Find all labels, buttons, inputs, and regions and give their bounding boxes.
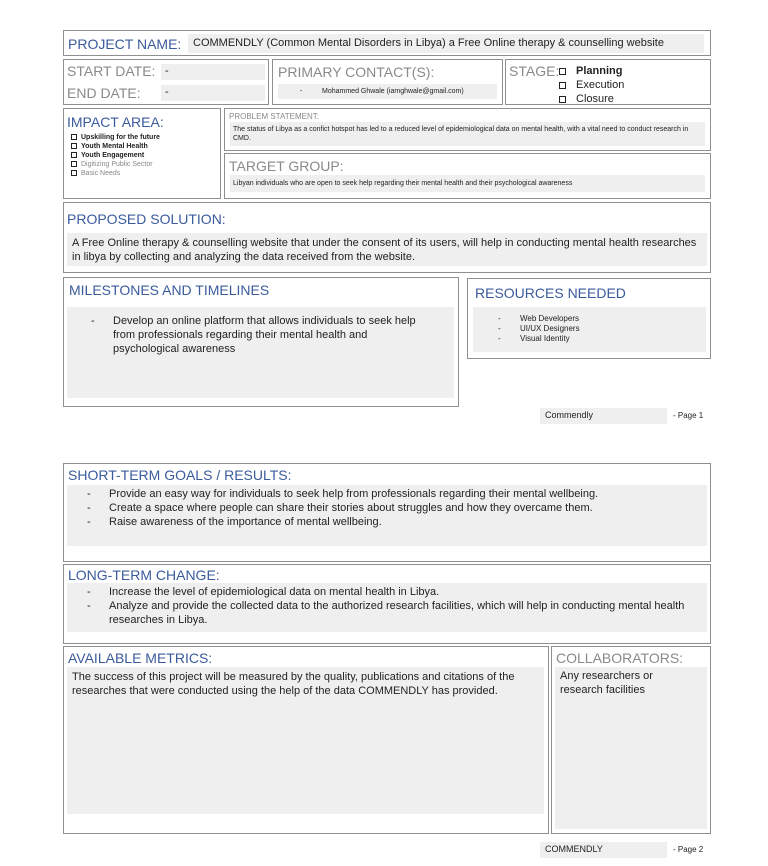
impact-item-youth-mental-health[interactable] [71,143,148,151]
impact-item-upskilling[interactable] [71,134,160,142]
start-date-field [161,64,265,80]
impact-item-basic-needs[interactable] [71,170,120,178]
long-term-change-list [87,585,697,627]
target-group-label: TARGET GROUP: [229,158,344,174]
resource-item: - Web Developers [498,314,580,324]
collaborators-field [555,667,707,829]
available-metrics-section [63,646,549,834]
footer-page2-name: COMMENDLY [545,844,603,854]
collaborators-label: COLLABORATORS: [556,650,684,666]
primary-contact-label: PRIMARY CONTACT(S): [278,64,435,80]
impact-item-label: Upskilling for the future [81,134,160,141]
end-date-field [161,85,265,101]
milestones-label: MILESTONES AND TIMELINES [69,282,270,298]
problem-statement-field [230,122,705,146]
stage-item-closure[interactable] [559,93,614,106]
checkbox-icon [71,152,77,158]
available-metrics-text: The success of this project will be measured by the quality, publications and citations of the researches that were conducted using the help of the data COMMENDLY has provided. [72,671,515,697]
end-date-value: - [165,86,169,98]
proposed-solution-text: A Free Online therapy & counselling website that under the consent of its users, will help in conducting mental health researches in libya by collecting and analyzing the data received from the website. [72,237,697,263]
checkbox-icon [71,143,77,149]
primary-contact-section [272,59,503,105]
impact-item-label: Youth Engagement [81,152,145,159]
long-term-change-label: LONG-TERM CHANGE: [68,567,220,583]
impact-item-label: Digitizing Public Sector [81,161,153,168]
long-term-change-field [67,583,707,632]
long-term-change-item: - Increase the level of epidemiological data on mental health in Libya. [87,585,697,599]
primary-contact-dash: - [300,88,303,95]
footer-page1-name: Commendly [545,410,594,420]
stage-section [505,59,711,105]
proposed-solution-label: PROPOSED SOLUTION: [67,211,226,227]
stage-item-execution[interactable] [559,79,624,92]
target-group-text: Libyan individuals who are open to seek help regarding their mental health and their psychological awareness [233,180,573,187]
collaborators-text: Any researchers or research facilities [560,670,653,696]
checkbox-icon [71,170,77,176]
milestones-section [63,277,459,407]
stage-item-label: Execution [576,79,625,91]
short-term-goal-item: - Raise awareness of the importance of mental wellbeing. [87,515,687,529]
checkbox-icon [559,96,566,103]
target-group-section [224,153,711,199]
impact-area-section [63,108,221,199]
problem-statement-text: The status of Libya as a confict hotspot has led to a reduced level of epidemiological data on mental health, with a vital need to conduct research in CMD. [233,126,689,142]
problem-statement-section [224,108,711,151]
footer-page2-name-field [540,842,667,858]
target-group-field [230,175,705,192]
impact-item-digitizing-public-sector[interactable] [71,161,153,169]
long-term-change-section [63,564,711,644]
project-name-section [63,30,711,56]
footer-page1-name-field [540,408,667,424]
short-term-goal-item: - Create a space where people can share their stories about struggles and how they overcame them. [87,501,687,515]
checkbox-icon [559,82,566,89]
stage-item-planning[interactable] [559,65,622,78]
project-name-field [188,34,704,53]
project-name-value: COMMENDLY (Common Mental Disorders in Libya) a Free Online therapy & counselling website [193,37,664,49]
stage-item-label: Planning [576,65,623,77]
checkbox-icon [71,161,77,167]
footer-page1-number: - Page 1 [673,411,704,420]
checkbox-icon [71,134,77,140]
dates-section [63,59,269,105]
short-term-goals-section [63,463,711,562]
impact-area-label: IMPACT AREA: [67,114,164,130]
primary-contact-value: Mohammed Ghwale (iamghwale@gmail.com) [322,88,464,95]
end-date-label: END DATE: [67,85,141,101]
resource-item: - UI/UX Designers [498,324,580,334]
start-date-value: - [165,65,169,77]
milestones-field [67,307,454,398]
collaborators-section [551,646,711,834]
available-metrics-field [67,667,544,814]
resources-field [473,307,706,352]
short-term-goals-list [87,487,687,529]
resources-label: RESOURCES NEEDED [475,285,626,301]
problem-statement-label: PROBLEM STATEMENT: [229,112,319,121]
stage-label: STAGE: [509,63,560,79]
resources-list [498,314,580,344]
short-term-goals-label: SHORT-TERM GOALS / RESULTS: [68,467,292,483]
impact-item-label: Basic Needs [81,170,121,177]
available-metrics-label: AVAILABLE METRICS: [68,650,213,666]
short-term-goals-field [67,485,707,546]
long-term-change-item: - Analyze and provide the collected data to the authorized research facilities, which will help in conducting mental health researches in Libya. [87,599,697,627]
impact-item-label: Youth Mental Health [81,143,148,150]
milestone-item: - Develop an online platform that allows individuals to seek help from professionals regarding their mental health and psychological awareness [91,314,431,356]
resource-item: - Visual Identity [498,334,580,344]
footer-page2-number: - Page 2 [673,845,704,854]
short-term-goal-item: - Provide an easy way for individuals to seek help from professionals regarding their mental wellbeing. [87,487,687,501]
start-date-label: START DATE: [67,63,156,79]
primary-contact-field [278,84,497,99]
milestones-list [91,314,431,356]
checkbox-icon [559,68,566,75]
proposed-solution-field [67,233,707,266]
project-name-label: PROJECT NAME: [68,36,182,52]
stage-item-label: Closure [576,93,614,105]
resources-section [467,278,711,359]
proposed-solution-section [63,202,711,273]
impact-item-youth-engagement[interactable] [71,152,144,160]
